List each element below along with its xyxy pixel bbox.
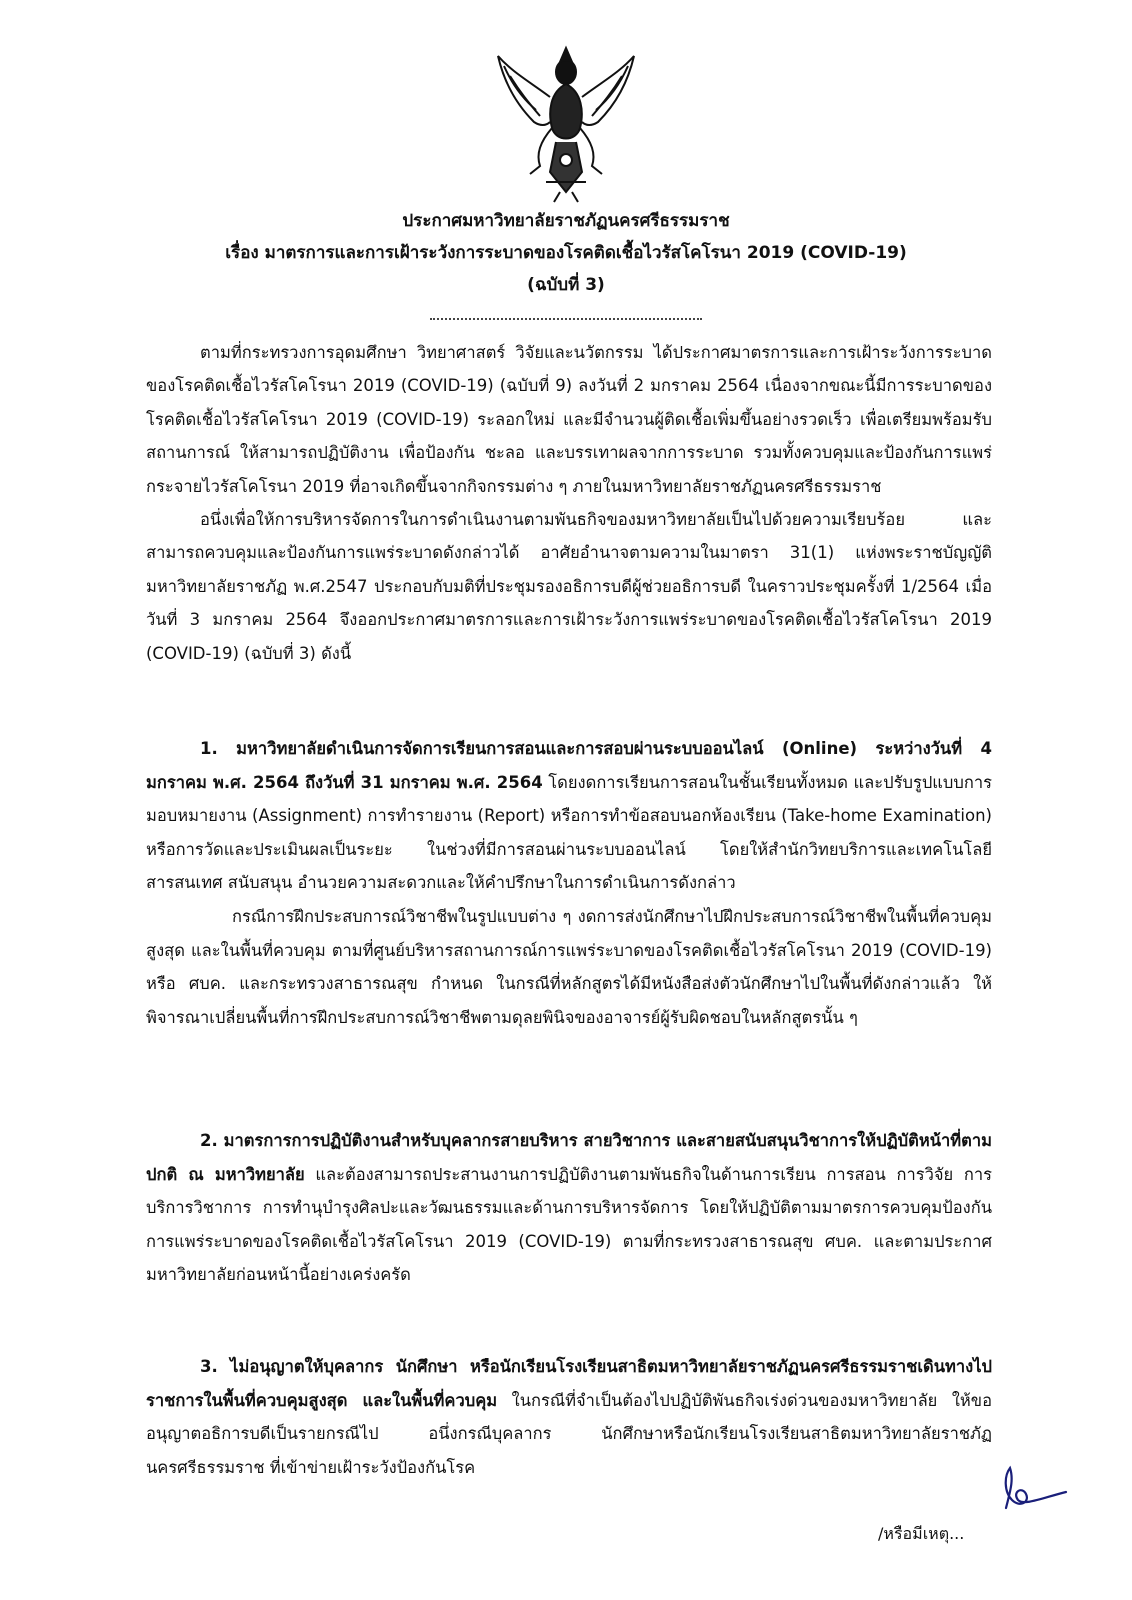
heading-line-1: ประกาศมหาวิทยาลัยราชภัฏนครศรีธรรมราช xyxy=(402,211,730,231)
section-2-paragraph xyxy=(146,1124,992,1292)
continued-marker: /หรือมีเหตุ... xyxy=(878,1524,965,1543)
section-3-heading: 3. ไม่อนุญาตให้บุคลากร นักศึกษา หรือนักเรียนโรงเรียนสาธิตมหาวิทยาลัยราชภัฏนครศรีธรรมราชเดินทางไปราชการในพื้นที่ควบคุมสูงสุด และในพื้นที่ควบคุม xyxy=(146,1357,992,1410)
section-1-text: โดยงดการเรียนการสอนในชั้นเรียนทั้งหมด และปรับรูปแบบการมอบหมายงาน (Assignment) การทำรายงาน (Report) หรือการทำข้อสอบนอกห้องเรียน (Take-home Examination) หรือการวัดและประเมินผลเป็นระยะ ในช่วงที่มีการสอนผ่านระบบออนไลน์ โดยให้สำนักวิทยบริการและเทคโนโลยีสารสนเทศ สนับสนุน อำนวยความสะดวกและให้คำปรึกษาในการดำเนินการดังกล่าว xyxy=(146,772,993,893)
section-1-paragraph xyxy=(146,732,992,900)
intro-paragraph-1: ตามที่กระทรวงการอุดมศึกษา วิทยาศาสตร์ วิจัยและนวัตกรรม ได้ประกาศมาตรการและการเฝ้าระวังการระบาดของโรคติดเชื้อไวรัสโคโรนา 2019 (COVID-19) (ฉบับที่ 9) ลงวันที่ 2 มกราคม 2564 เนื่องจากขณะนี้มีการระบาดของโรคติดเชื้อไวรัสโคโรนา 2019 (COVID-19) ระลอกใหม่ และมีจำนวนผู้ติดเชื้อเพิ่มขึ้นอย่างรวดเร็ว เพื่อเตรียมพร้อมรับสถานการณ์ ให้สามารถปฏิบัติงาน เพื่อป้องกัน ชะลอ และบรรเทาผลจากการระบาด รวมทั้งควบคุมและป้องกันการแพร่กระจายไวรัสโคโรนา 2019 ที่อาจเกิดขึ้นจากกิจกรรมต่าง ๆ ภายในมหาวิทยาลัยราชภัฏนครศรีธรรมราช xyxy=(146,343,992,496)
section-1-paragraph-2: กรณีการฝึกประสบการณ์วิชาชีพในรูปแบบต่าง ๆ งดการส่งนักศึกษาไปฝึกประสบการณ์วิชาชีพในพื้นที่ควบคุมสูงสุด และในพื้นที่ควบคุม ตามที่ศูนย์บริหารสถานการณ์การแพร่ระบาดของโรคติดเชื้อไวรัสโคโรนา 2019 (COVID-19) หรือ ศบค. และกระทรวงสาธารณสุข กำหนด ในกรณีที่หลักสูตรได้มีหนังสือส่งตัวนักศึกษาไปในพื้นที่ดังกล่าวแล้ว ให้พิจารณาเปลี่ยนพื้นที่การฝึกประสบการณ์วิชาชีพตามดุลยพินิจของอาจารย์ผู้รับผิดชอบในหลักสูตรนั้น ๆ xyxy=(146,906,992,1027)
section-3-text: ในกรณีที่จำเป็นต้องไปปฏิบัติพันธกิจเร่งด่วนของมหาวิทยาลัย ให้ขออนุญาตอธิการบดีเป็นรายกรณีไป อนึ่งกรณีบุคลากร นักศึกษาหรือนักเรียนโรงเรียนสาธิตมหาวิทยาลัยราชภัฏนครศรีธรรมราช ที่เข้าข่ายเฝ้าระวังป้องกันโรค xyxy=(146,1390,992,1477)
section-1-heading: 1. มหาวิทยาลัยดำเนินการจัดการเรียนการสอนและการสอบผ่านระบบออนไลน์ (Online) ระหว่างวันที่ 4 มกราคม พ.ศ. 2564 ถึงวันที่ 31 มกราคม พ.ศ. 2564 xyxy=(146,739,992,792)
intro-section xyxy=(146,336,992,670)
section-2-heading: 2. มาตรการการปฏิบัติงานสำหรับบุคลากรสายบริหาร สายวิชาการ และสายสนับสนุนวิชาการให้ปฏิบัติหน้าที่ตามปกติ ณ มหาวิทยาลัย xyxy=(146,1131,992,1184)
section-2-text: และต้องสามารถประสานงานการปฏิบัติงานตามพันธกิจในด้านการเรียน การสอน การวิจัย การบริการวิชาการ การทำนุบำรุงศิลปะและวัฒนธรรมและด้านการบริหารจัดการ โดยให้ปฏิบัติตามมาตรการควบคุมป้องกันการแพร่ระบาดของโรคติดเชื้อไวรัสโคโรนา 2019 (COVID-19) ตามที่กระทรวงสาธารณสุข ศบค. และตามประกาศมหาวิทยาลัยก่อนหน้านี้อย่างเคร่งครัด xyxy=(146,1164,992,1285)
section-2 xyxy=(146,1124,992,1292)
announcement-heading xyxy=(0,205,1132,301)
section-3-paragraph xyxy=(146,1350,992,1484)
heading-line-3: (ฉบับที่ 3) xyxy=(527,275,605,295)
section-1 xyxy=(146,732,992,1034)
intro-paragraph-2: อนึ่งเพื่อให้การบริหารจัดการในการดำเนินงานตามพันธกิจของมหาวิทยาลัยเป็นไปด้วยความเรียบร้อย และสามารถควบคุมและป้องกันการแพร่ระบาดดังกล่าวได้ อาศัยอำนาจตามความในมาตรา 31(1) แห่งพระราชบัญญัติมหาวิทยาลัยราชภัฏ พ.ศ.2547 ประกอบกับมติที่ประชุมรองอธิการบดีผู้ช่วยอธิการบดี ในคราวประชุมครั้งที่ 1/2564 เมื่อวันที่ 3 มกราคม 2564 จึงออกประกาศมาตรการและการเฝ้าระวังการแพร่ระบาดของโรคติดเชื้อไวรัสโคโรนา 2019 (COVID-19) (ฉบับที่ 3) ดังนี้ xyxy=(146,510,992,663)
garuda-emblem-icon xyxy=(490,42,642,204)
dotted-divider xyxy=(430,318,702,320)
heading-line-2: เรื่อง มาตรการและการเฝ้าระวังการระบาดของโรคติดเชื้อไวรัสโคโรนา 2019 (COVID-19) xyxy=(225,243,907,263)
section-3 xyxy=(146,1350,992,1484)
signature-icon xyxy=(990,1462,1070,1522)
